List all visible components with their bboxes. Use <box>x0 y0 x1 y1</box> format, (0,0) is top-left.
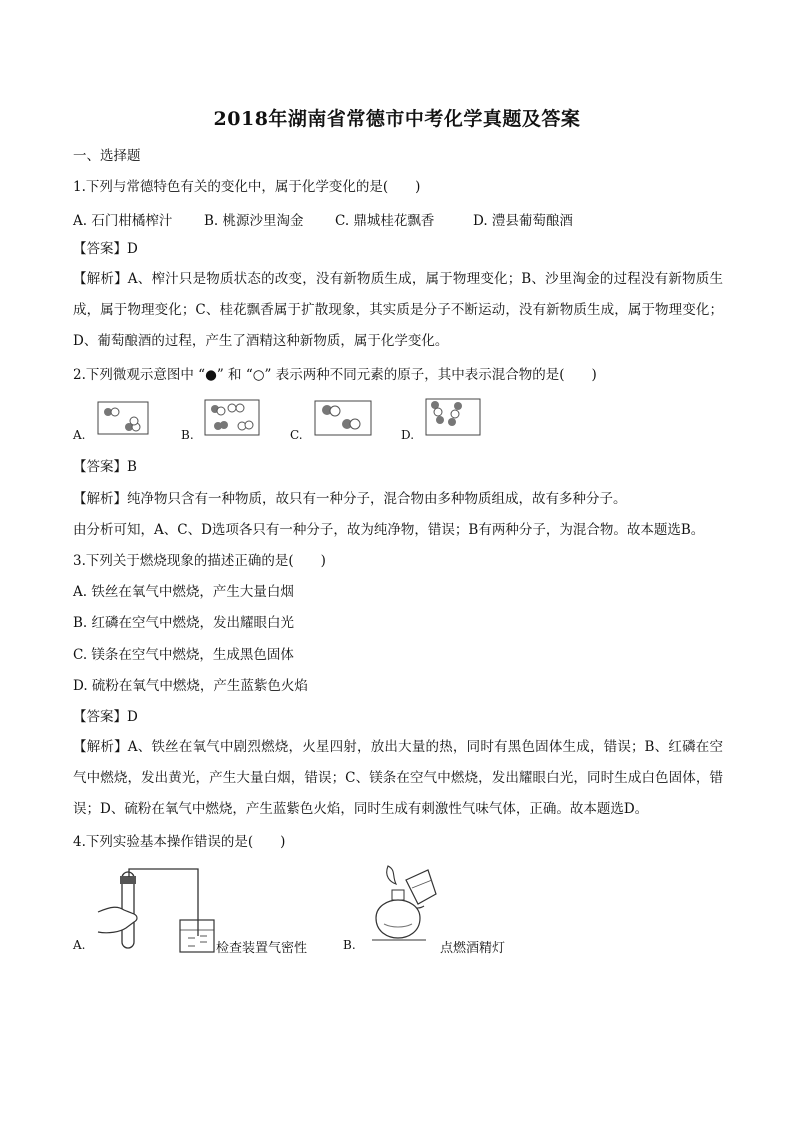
question-3-option-b: B. 红磷在空气中燃烧，发出耀眼白光 <box>73 615 295 631</box>
figure-label-a: A. <box>73 428 86 442</box>
molecule-diagram-a <box>97 401 149 435</box>
figure-label-4b: B. <box>343 938 356 952</box>
option-a: A. 石门柑橘榨汁 <box>73 213 173 229</box>
question-2-analysis-1: 【解析】纯净物只含有一种物质，故只有一种分子，混合物由多种物质组成，故有多种分子。 <box>73 491 627 507</box>
caption-4a: 检查装置气密性 <box>216 941 308 956</box>
question-3-stem: 3.下列关于燃烧现象的描述正确的是( ) <box>73 553 326 569</box>
question-1-analysis: 【解析】A、榨汁只是物质状态的改变，没有新物质生成，属于物理变化；B、沙里淘金的过程没有新物质生成，属于物理变化；C、桂花飘香属于扩散现象，其实质是分子不断运动，没有新物质生成，属于物理变化；D、葡萄酿酒的过程，产生了酒精这种新物质，属于化学变化。 <box>73 271 723 349</box>
question-1-stem: 1.下列与常德特色有关的变化中，属于化学变化的是( ) <box>73 179 421 195</box>
option-d: D. 澧县葡萄酿酒 <box>473 213 573 229</box>
question-2-stem: 2.下列微观示意图中 “●” 和 “○” 表示两种不同元素的原子，其中表示混合物的是( ) <box>73 367 597 383</box>
airtightness-check-illustration <box>96 868 216 956</box>
option-c: C. 鼎城桂花飘香 <box>335 213 435 229</box>
question-3-option-d: D. 硫粉在氧气中燃烧，产生蓝紫色火焰 <box>73 678 308 694</box>
question-3-option-c: C. 镁条在空气中燃烧，生成黑色固体 <box>73 647 294 663</box>
caption-4b: 点燃酒精灯 <box>440 941 506 956</box>
question-3-answer: 【答案】D <box>73 709 138 725</box>
question-3-analysis: 【解析】A、铁丝在氧气中剧烈燃烧，火星四射，放出大量的热，同时有黑色固体生成，错误；B、红磷在空气中燃烧，发出黄光，产生大量白烟，错误；C、镁条在空气中燃烧，发出耀眼白光，同时生成白色固体，错误；D、硫粉在氧气中燃烧，产生蓝紫色火焰，同时生成有刺激性气味气体，正确。故本题选D。 <box>73 739 723 817</box>
question-1-answer: 【答案】D <box>73 241 138 257</box>
molecule-diagram-b <box>204 399 260 436</box>
option-b: B. 桃源沙里淘金 <box>204 213 304 229</box>
molecule-diagram-d <box>425 398 481 436</box>
alcohol-lamp-illustration <box>362 860 442 956</box>
question-4-stem: 4.下列实验基本操作错误的是( ) <box>73 834 286 850</box>
question-3-option-a: A. 铁丝在氧气中燃烧，产生大量白烟 <box>73 584 294 600</box>
section-heading: 一、选择题 <box>73 148 141 164</box>
figure-label-4a: A. <box>73 938 86 952</box>
figure-label-b: B. <box>181 428 194 442</box>
page-title: 2018年湖南省常德市中考化学真题及答案 <box>213 108 581 130</box>
molecule-diagram-c <box>314 400 372 436</box>
figure-label-c: C. <box>290 428 303 442</box>
question-2-answer: 【答案】B <box>73 459 137 475</box>
question-1-options <box>73 209 573 229</box>
figure-label-d: D. <box>401 428 415 442</box>
question-2-analysis-2: 由分析可知，A、C、D选项各只有一种分子，故为纯净物，错误；B有两种分子，为混合物。故本题选B。 <box>73 522 705 538</box>
